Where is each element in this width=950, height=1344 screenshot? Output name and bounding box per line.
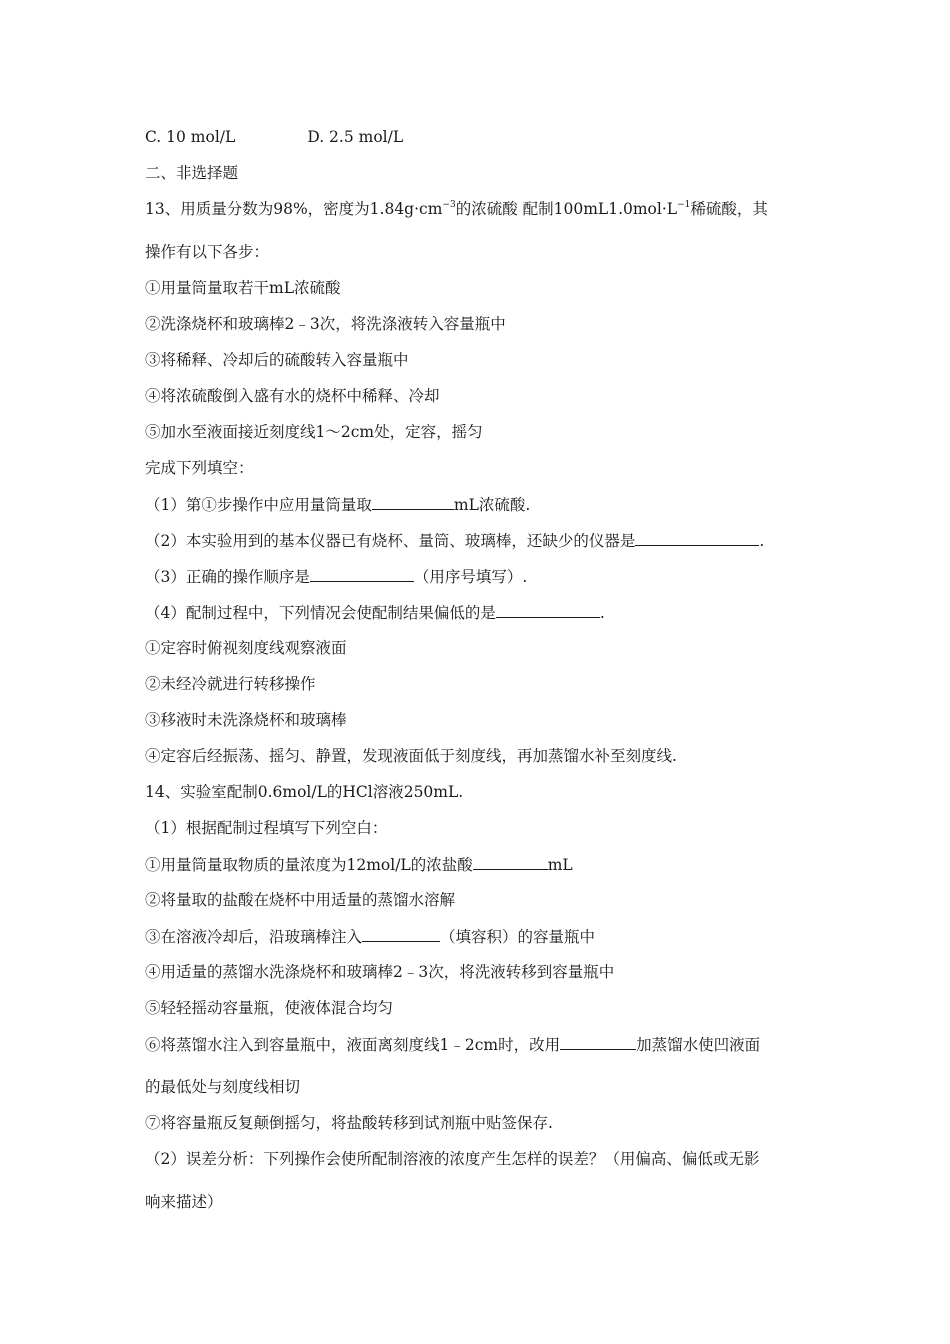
q14-step6-text-end: 加蒸馏水使凹液面 bbox=[636, 1036, 761, 1054]
q13-sub4-text-end: . bbox=[599, 604, 605, 622]
q14-step3 bbox=[145, 926, 595, 947]
option-row bbox=[145, 127, 403, 147]
q13-sub2-text-end: . bbox=[759, 532, 765, 550]
q13-step: ③将稀释、冷却后的硫酸转入容量瓶中 bbox=[145, 351, 409, 369]
q13-stem bbox=[145, 199, 768, 219]
option-d: D. 2.5 mol/L bbox=[307, 128, 404, 146]
q13-sub4-text: （4）配制过程中，下列情况会使配制结果偏低的是 bbox=[145, 604, 496, 622]
q13-stem-part-c: 稀硫酸，其 bbox=[690, 200, 768, 218]
q14-step6-text: ⑥将蒸馏水注入到容量瓶中，液面离刻度线1﹣2cm时，改用 bbox=[145, 1036, 561, 1054]
q14-step6-line2: 的最低处与刻度线相切 bbox=[145, 1078, 301, 1096]
q13-step: ①用量筒量取若干mL浓硫酸 bbox=[145, 279, 341, 297]
q14-step3-text-end: （填容积）的容量瓶中 bbox=[440, 928, 596, 946]
q13-case: ③移液时未洗涤烧杯和玻璃棒 bbox=[145, 711, 347, 729]
q14-step1 bbox=[145, 854, 573, 875]
q13-step: ②洗涤烧杯和玻璃棒2﹣3次，将洗涤液转入容量瓶中 bbox=[145, 315, 506, 333]
answer-blank[interactable] bbox=[310, 566, 414, 582]
q13-fill-intro: 完成下列填空： bbox=[145, 459, 254, 477]
q14-step3-text: ③在溶液冷却后，沿玻璃棒注入 bbox=[145, 928, 363, 946]
q14-step1-unit: mL bbox=[547, 856, 573, 874]
q13-sub1-text-end: mL浓硫酸. bbox=[453, 496, 531, 514]
q13-stem-part-b: 的浓硫酸 配制100mL1.0mol·L bbox=[455, 200, 678, 218]
q13-step: ⑤加水至液面接近刻度线1～2cm处，定容，摇匀 bbox=[145, 423, 483, 441]
option-c: C. 10 mol/L bbox=[145, 128, 236, 146]
q13-case: ②未经冷就进行转移操作 bbox=[145, 675, 316, 693]
q14-step6 bbox=[145, 1034, 760, 1055]
q13-sub2-text: （2）本实验用到的基本仪器已有烧杯、量筒、玻璃棒，还缺少的仪器是 bbox=[145, 532, 636, 550]
answer-blank[interactable] bbox=[560, 1034, 636, 1050]
q13-case: ④定容后经振荡、摇匀、静置，发现液面低于刻度线，再加蒸馏水补至刻度线. bbox=[145, 747, 677, 765]
q14-sub2-line2: 响来描述） bbox=[145, 1193, 223, 1211]
q13-sub2 bbox=[145, 530, 764, 551]
answer-blank[interactable] bbox=[372, 494, 454, 510]
q14-step1-text: ①用量筒量取物质的量浓度为12mol/L的浓盐酸 bbox=[145, 856, 473, 874]
q13-sub3 bbox=[145, 566, 527, 587]
q13-sub1 bbox=[145, 494, 530, 515]
q13-sub3-text-end: （用序号填写）. bbox=[413, 568, 528, 586]
section-title: 二、非选择题 bbox=[145, 164, 239, 182]
q13-sub1-text: （1）第①步操作中应用量筒量取 bbox=[145, 496, 372, 514]
q13-sub4 bbox=[145, 602, 605, 623]
q13-step: ④将浓硫酸倒入盛有水的烧杯中稀释、冷却 bbox=[145, 387, 440, 405]
q14-sub1: （1）根据配制过程填写下列空白： bbox=[145, 819, 388, 837]
q13-stem-sup2: −1 bbox=[677, 200, 691, 210]
answer-blank[interactable] bbox=[362, 926, 440, 942]
q14-step7: ⑦将容量瓶反复颠倒摇匀，将盐酸转移到试剂瓶中贴签保存. bbox=[145, 1114, 553, 1132]
answer-blank[interactable] bbox=[473, 854, 548, 870]
q14-sub2: （2）误差分析：下列操作会使所配制溶液的浓度产生怎样的误差？（用偏高、偏低或无影 bbox=[145, 1150, 760, 1168]
q14-step5: ⑤轻轻摇动容量瓶，使液体混合均匀 bbox=[145, 999, 394, 1017]
q13-sub3-text: （3）正确的操作顺序是 bbox=[145, 568, 310, 586]
q13-stem-line2: 操作有以下各步： bbox=[145, 243, 270, 261]
q14-stem: 14、实验室配制0.6mol/L的HCl溶液250mL. bbox=[145, 783, 464, 801]
answer-blank[interactable] bbox=[635, 530, 759, 546]
answer-blank[interactable] bbox=[496, 602, 600, 618]
q14-step2: ②将量取的盐酸在烧杯中用适量的蒸馏水溶解 bbox=[145, 891, 456, 909]
q13-stem-part-a: 13、用质量分数为98%，密度为1.84g·cm bbox=[145, 200, 443, 218]
q13-case: ①定容时俯视刻度线观察液面 bbox=[145, 639, 347, 657]
q13-stem-sup1: −3 bbox=[442, 200, 456, 210]
q14-step4: ④用适量的蒸馏水洗涤烧杯和玻璃棒2﹣3次，将洗液转移到容量瓶中 bbox=[145, 963, 615, 981]
